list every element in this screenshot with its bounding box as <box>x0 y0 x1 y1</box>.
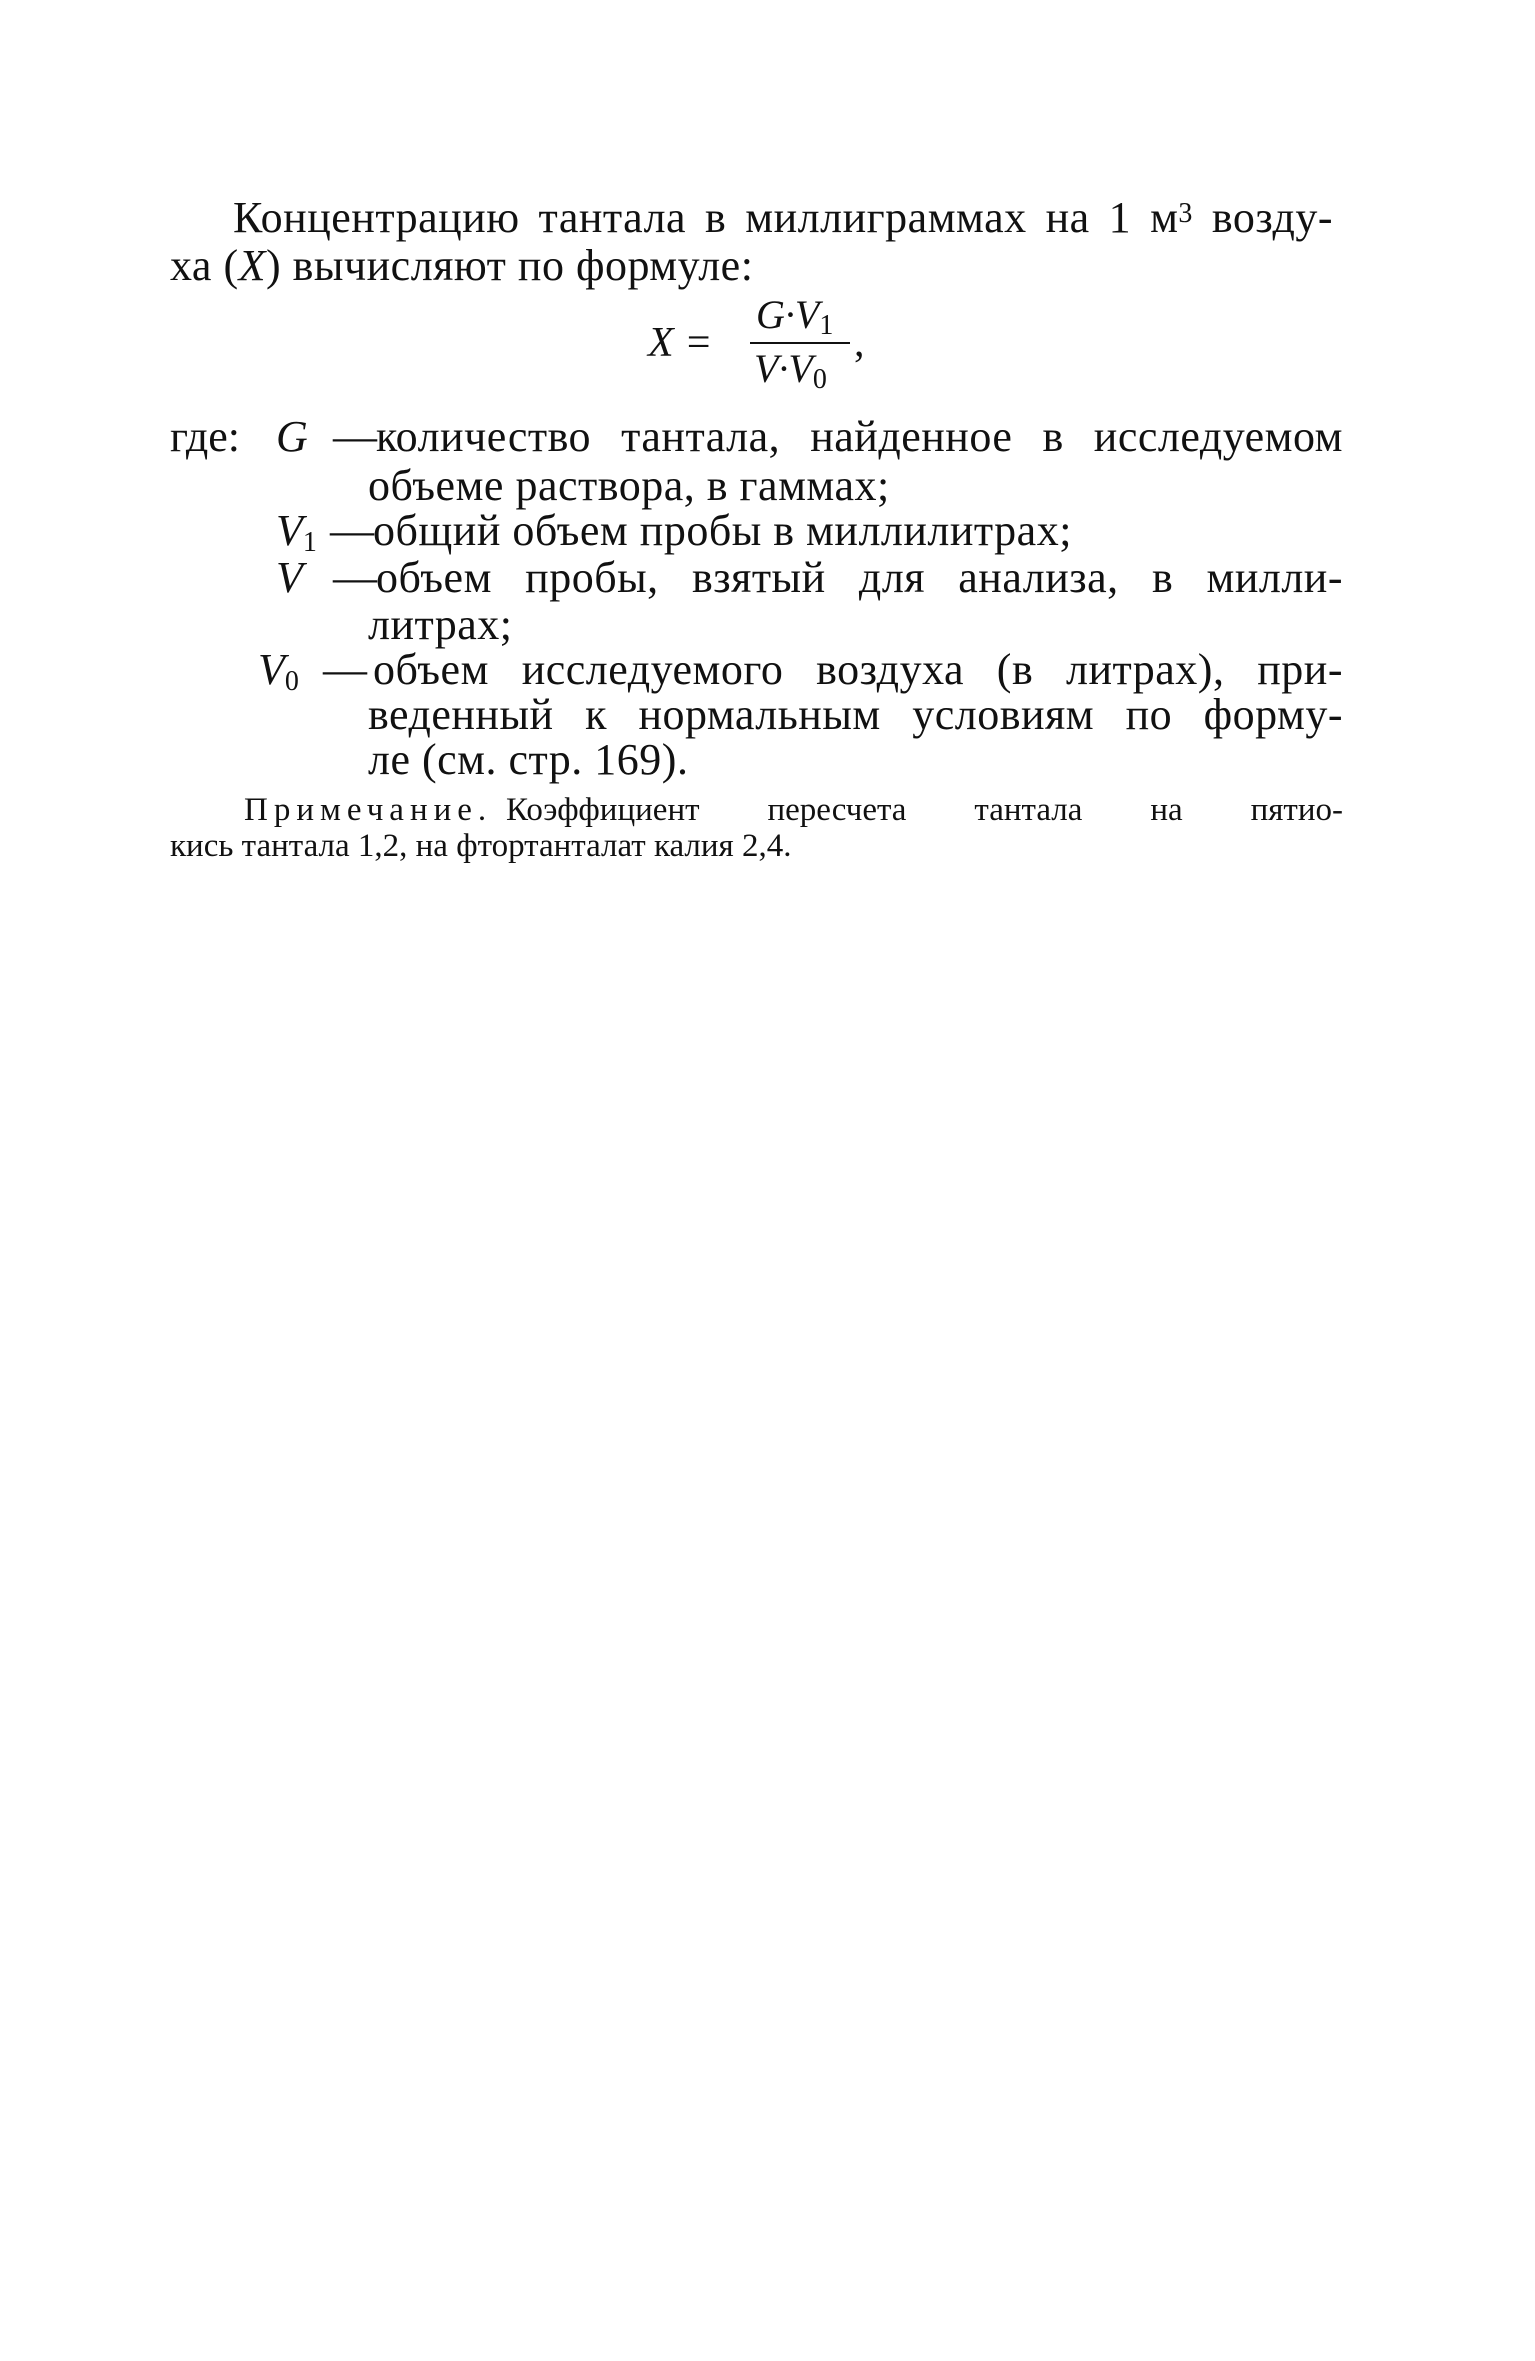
formula-lhs: X = <box>648 320 713 366</box>
def-symbol-g-main: G <box>276 412 308 461</box>
def-symbol-g <box>276 412 308 462</box>
intro-text-a: Концентрацию тантала в миллиграммах на 1 м <box>233 193 1179 242</box>
def-text-v-1: объем пробы, взятый для анализа, в милли- <box>376 553 1343 602</box>
def-symbol-v <box>276 553 303 603</box>
definitions-lead: где: <box>170 412 240 461</box>
formula-num-main: G·V <box>756 292 820 337</box>
intro-line-1 <box>233 193 1333 243</box>
formula-den-main: V·V <box>754 346 813 391</box>
fraction-bar <box>750 342 850 344</box>
def-symbol-v0-sub: 0 <box>284 666 299 697</box>
intro-exponent: 3 <box>1178 198 1193 229</box>
note-text-1: Коэффициент пересчета тантала на пятио- <box>506 792 1343 828</box>
def-dash-g: — <box>333 412 377 461</box>
formula-denominator <box>754 346 827 397</box>
intro-text-d: ) вычисляют по формуле: <box>266 241 754 290</box>
note-label: Примечание. <box>244 792 493 828</box>
def-symbol-v1-sub: 1 <box>302 527 317 558</box>
formula-numerator <box>756 292 833 343</box>
def-symbol-v1-main: V <box>276 506 303 555</box>
note-line-1 <box>244 791 1343 829</box>
intro-text-b: возду- <box>1192 193 1333 242</box>
def-symbol-v-main: V <box>276 553 303 602</box>
intro-line-2 <box>170 241 753 291</box>
def-text-v0-3: ле (см. стр. 169). <box>368 735 689 784</box>
formula <box>648 292 908 402</box>
def-symbol-v0-main: V <box>258 645 285 694</box>
def-text-v0-1: объем исследуемого воздуха (в литрах), при- <box>373 645 1343 694</box>
def-symbol-v0 <box>258 645 299 701</box>
def-dash-v0: — <box>323 645 367 694</box>
note-line-2: кись тантала 1,2, на фтортанталат калия 2,4. <box>170 828 792 864</box>
formula-den-sub: 0 <box>812 364 827 395</box>
def-text-v1-1: общий объем пробы в миллилитрах; <box>373 506 1072 555</box>
formula-comma: , <box>854 320 865 366</box>
intro-text-c: ха ( <box>170 241 239 290</box>
formula-num-sub: 1 <box>819 310 834 341</box>
def-text-v-2: литрах; <box>368 600 513 649</box>
def-dash-v: — <box>333 553 377 602</box>
def-text-v0-2: веденный к нормальным условиям по форму- <box>368 690 1343 739</box>
intro-var-x: X <box>238 241 266 290</box>
def-text-g-1: количество тантала, найденное в исследуемом <box>376 412 1343 461</box>
def-dash-v1: — <box>330 506 374 555</box>
def-text-g-2: объеме раствора, в гаммах; <box>368 461 890 510</box>
